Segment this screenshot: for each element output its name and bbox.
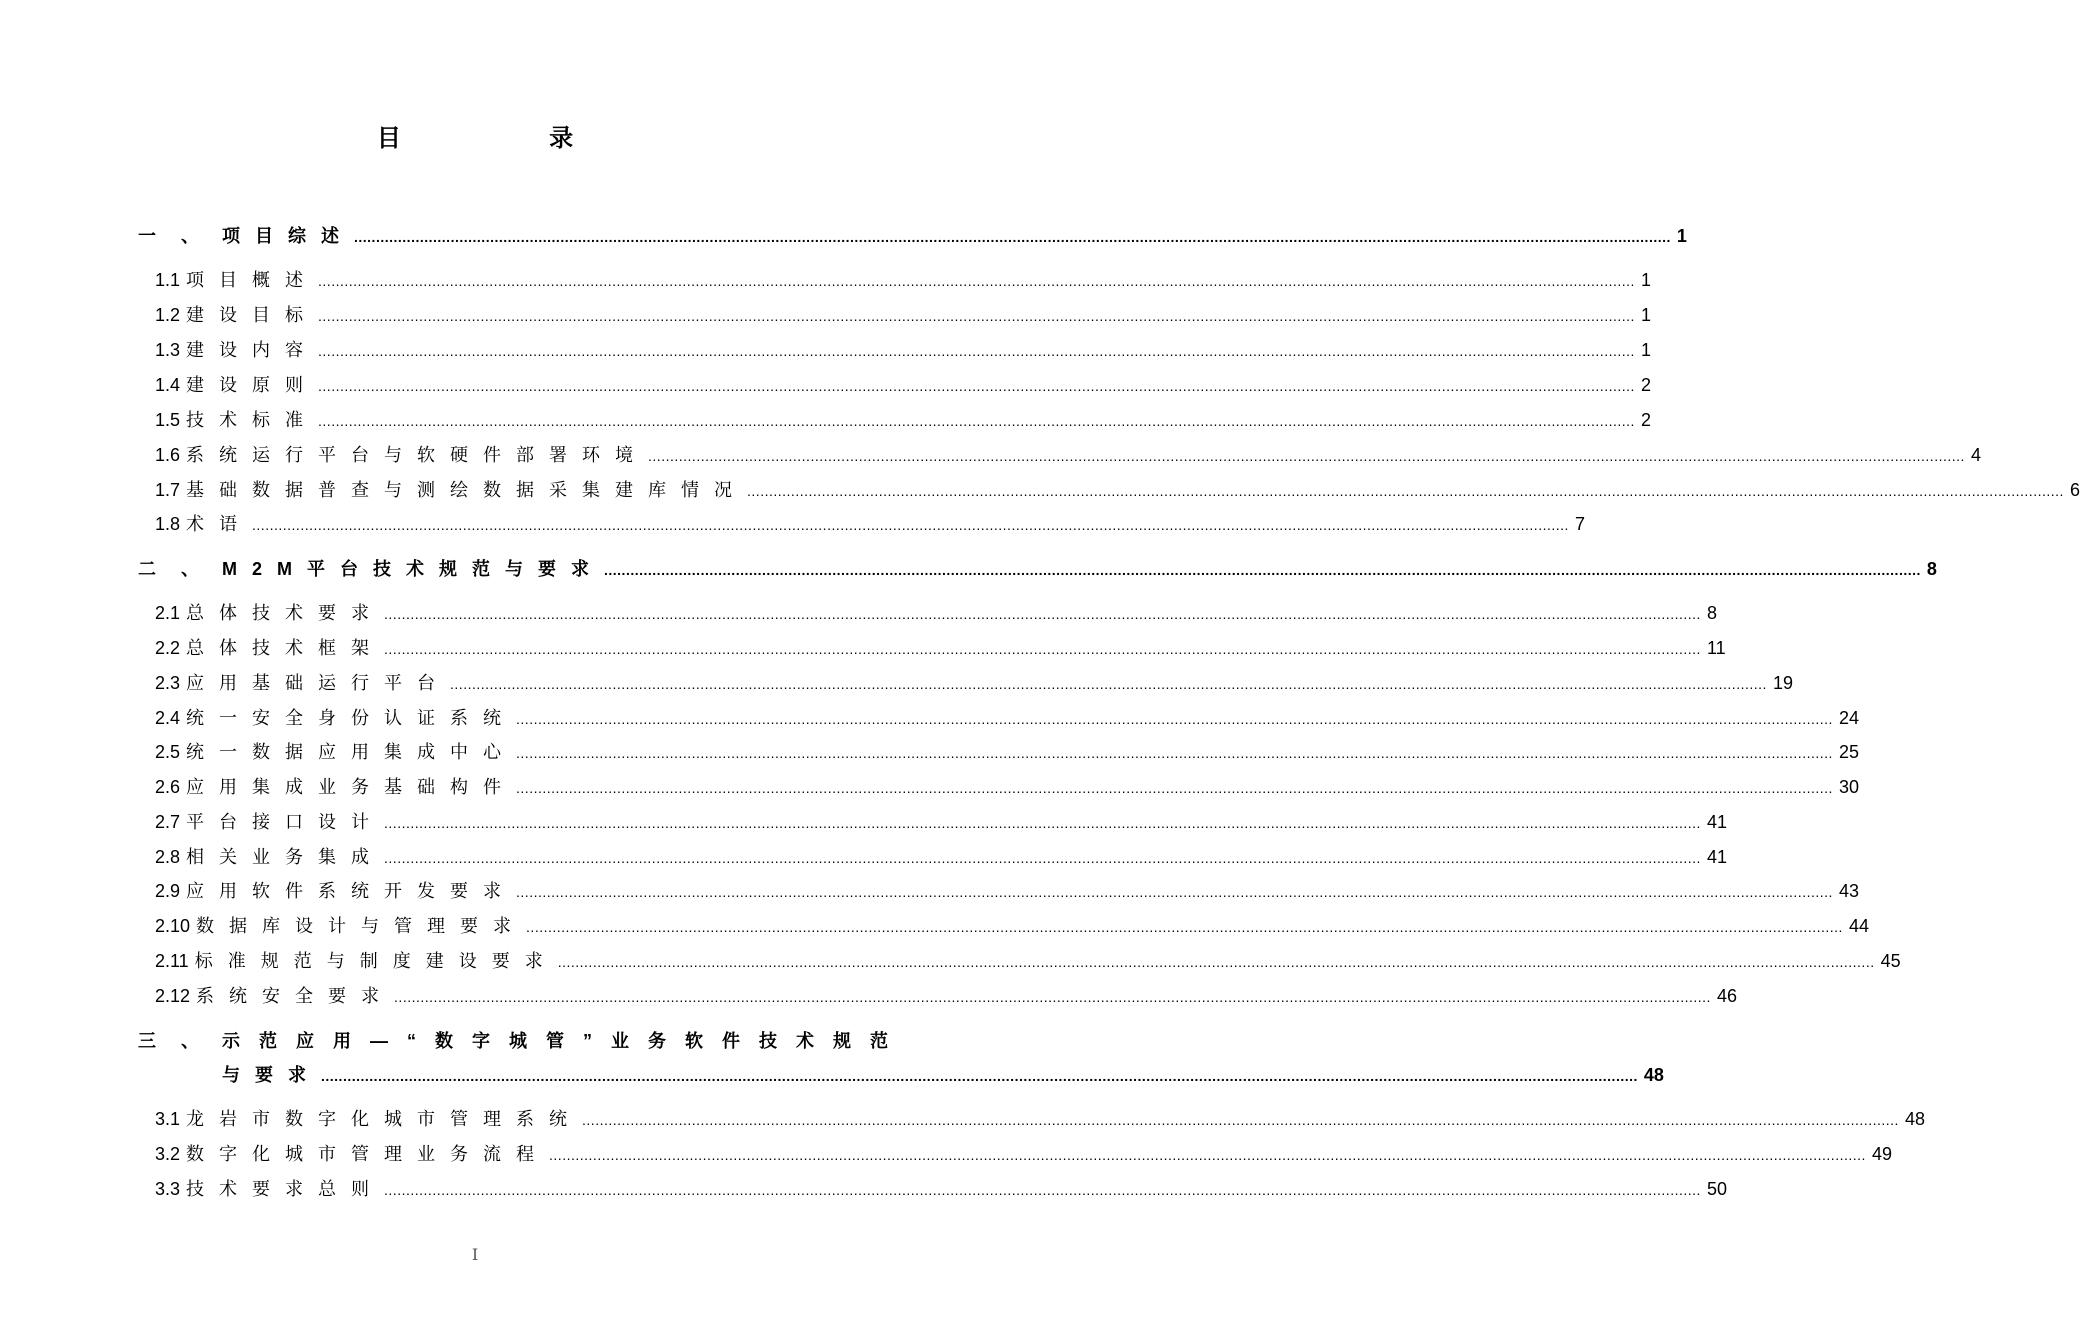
- leader-dots: ............................................................................................................................................................................................................................................................................................................: [516, 780, 1833, 796]
- toc-entry-title: 应用软件系统开发要求: [186, 881, 517, 901]
- leader-dots: ............................................................................................................................................................................................................................................................................................................: [516, 884, 1833, 900]
- toc-entry-number: 2.8: [155, 847, 181, 867]
- leader-dots: ............................................................................................................................................................................................................................................................................................................: [648, 448, 1965, 464]
- toc-entry[interactable]: [0, 1140, 1892, 1170]
- toc-entry[interactable]: [0, 301, 1651, 331]
- toc-entry-number: 2.12: [155, 986, 191, 1006]
- leader-dots: ............................................................................................................................................................................................................................................................................................................: [384, 1182, 1701, 1198]
- toc-entry-number: 三 、: [138, 1031, 210, 1051]
- toc-entry[interactable]: [0, 738, 1859, 768]
- leader-dots: ............................................................................................................................................................................................................................................................................................................: [604, 562, 1921, 578]
- toc-entry-title: 总体技术框架: [186, 638, 385, 658]
- leader-dots: ............................................................................................................................................................................................................................................................................................................: [582, 1112, 1899, 1128]
- leader-dots: ............................................................................................................................................................................................................................................................................................................: [526, 919, 1843, 935]
- toc-entry-title: 统一安全身份认证系统: [186, 708, 517, 728]
- toc-entry[interactable]: [0, 555, 1937, 585]
- toc-entry[interactable]: [0, 704, 1859, 734]
- toc-entry-number: 二 、: [138, 559, 210, 579]
- toc-entry-number: 1.5: [155, 410, 181, 430]
- leader-dots: ............................................................................................................................................................................................................................................................................................................: [747, 483, 2064, 499]
- leader-dots: ............................................................................................................................................................................................................................................................................................................: [549, 1147, 1866, 1163]
- toc-entry-number: 2.3: [155, 673, 181, 693]
- toc-entry-page: 24: [1838, 708, 1859, 728]
- leader-dots: ............................................................................................................................................................................................................................................................................................................: [450, 676, 1767, 692]
- toc-entry-number: 2.1: [155, 603, 181, 623]
- toc-entry-number: 一 、: [138, 226, 210, 246]
- toc-entry[interactable]: [0, 406, 1651, 436]
- toc-entry-title: 数字化城市管理业务流程: [186, 1144, 550, 1164]
- toc-entry-title: 系统运行平台与软硬件部署环境: [186, 445, 649, 465]
- toc-entry[interactable]: [0, 1027, 950, 1057]
- toc-entry-number: 2.9: [155, 881, 181, 901]
- toc-entry-title: 数据库设计与管理要求: [196, 916, 527, 936]
- toc-entry-title: 相关业务集成: [186, 847, 385, 867]
- toc-entry-page: 43: [1838, 881, 1859, 901]
- toc-entry-number: 3.2: [155, 1144, 181, 1164]
- toc-entry-page: 48: [1904, 1109, 1925, 1129]
- toc-entry-number: 2.7: [155, 812, 181, 832]
- leader-dots: ............................................................................................................................................................................................................................................................................................................: [557, 954, 1875, 970]
- toc-entry-title: 标准规范与制度建设要求: [194, 951, 558, 971]
- toc-entry-number: 2.6: [155, 777, 181, 797]
- toc-entry-page: 1: [1640, 340, 1651, 360]
- toc-entry-page: 30: [1838, 777, 1859, 797]
- leader-dots: ............................................................................................................................................................................................................................................................................................................: [318, 308, 1635, 324]
- leader-dots: ............................................................................................................................................................................................................................................................................................................: [252, 517, 1569, 533]
- toc-entry-page: 8: [1926, 559, 1937, 579]
- toc-entry[interactable]: [0, 1061, 1664, 1091]
- toc-entry-page: 8: [1706, 603, 1717, 623]
- toc-entry-title: 术语: [186, 514, 253, 534]
- toc-entry-page: 7: [1574, 514, 1585, 534]
- toc-entry-title: 总体技术要求: [186, 603, 385, 623]
- toc-entry-number: 2.11: [155, 951, 189, 971]
- toc-entry-title: 建设原则: [186, 375, 319, 395]
- toc-entry[interactable]: [0, 669, 1793, 699]
- toc-entry-page: 25: [1838, 742, 1859, 762]
- toc-entry-number: 1.8: [155, 514, 181, 534]
- toc-entry-title: 基础数据普查与测绘数据采集建库情况: [186, 480, 748, 500]
- toc-entry-number: 1.7: [155, 480, 181, 500]
- toc-entry-page: 41: [1706, 847, 1727, 867]
- leader-dots: ............................................................................................................................................................................................................................................................................................................: [516, 711, 1833, 727]
- toc-entry-number: 1.3: [155, 340, 181, 360]
- leader-dots: ............................................................................................................................................................................................................................................................................................................: [318, 378, 1635, 394]
- leader-dots: ............................................................................................................................................................................................................................................................................................................: [321, 1068, 1638, 1084]
- page-title: 目 录: [376, 124, 644, 152]
- toc-entry-title: 建设目标: [186, 305, 319, 325]
- toc-entry[interactable]: [0, 1175, 1727, 1205]
- toc-entry-title: 统一数据应用集成中心: [186, 742, 517, 762]
- toc-entry-number: 3.1: [155, 1109, 181, 1129]
- page-number-footer: I: [471, 1245, 479, 1264]
- toc-entry-title: 与要求: [222, 1065, 321, 1085]
- toc-entry-title: 平台接口设计: [186, 812, 385, 832]
- leader-dots: ............................................................................................................................................................................................................................................................................................................: [394, 989, 1711, 1005]
- toc-entry[interactable]: [0, 510, 1585, 540]
- toc-entry-page: 49: [1871, 1144, 1892, 1164]
- toc-entry[interactable]: [0, 222, 1687, 252]
- toc-entry-page: 2: [1640, 410, 1651, 430]
- toc-entry-number: 3.3: [155, 1179, 181, 1199]
- toc-entry[interactable]: [0, 982, 1737, 1012]
- leader-dots: ............................................................................................................................................................................................................................................................................................................: [318, 273, 1635, 289]
- toc-entry-page: 11: [1706, 638, 1726, 658]
- toc-entry-title: 项目综述: [222, 226, 354, 246]
- toc-entry-number: 2.5: [155, 742, 181, 762]
- toc-entry[interactable]: [0, 599, 1717, 629]
- leader-dots: ............................................................................................................................................................................................................................................................................................................: [318, 413, 1635, 429]
- toc-entry-number: 2.4: [155, 708, 181, 728]
- toc-entry-title: 技术标准: [186, 410, 319, 430]
- leader-dots: ............................................................................................................................................................................................................................................................................................................: [384, 641, 1701, 657]
- toc-entry[interactable]: [0, 843, 1727, 873]
- toc-entry-number: 1.2: [155, 305, 181, 325]
- toc-entry-page: 46: [1716, 986, 1737, 1006]
- toc-entry-page: 1: [1640, 305, 1651, 325]
- toc-entry[interactable]: [0, 476, 2080, 506]
- toc-entry-title: 系统安全要求: [196, 986, 395, 1006]
- toc-entry[interactable]: [0, 912, 1869, 942]
- toc-entry-page: 48: [1643, 1065, 1664, 1085]
- toc-entry-number: 2.10: [155, 916, 191, 936]
- toc-entry-number: 1.6: [155, 445, 181, 465]
- toc-entry-number: 1.1: [155, 270, 181, 290]
- leader-dots: ............................................................................................................................................................................................................................................................................................................: [354, 229, 1671, 245]
- toc-entry-page: 45: [1880, 951, 1901, 971]
- leader-dots: ............................................................................................................................................................................................................................................................................................................: [384, 606, 1701, 622]
- toc-entry[interactable]: [0, 773, 1859, 803]
- toc-entry-title: 项目概述: [186, 270, 319, 290]
- leader-dots: ............................................................................................................................................................................................................................................................................................................: [318, 343, 1635, 359]
- toc-entry[interactable]: [0, 441, 1981, 471]
- toc-entry-title: M2M平台技术规范与要求: [222, 559, 604, 579]
- toc-entry-page: 1: [1640, 270, 1651, 290]
- toc-entry[interactable]: [0, 808, 1727, 838]
- leader-dots: ............................................................................................................................................................................................................................................................................................................: [516, 745, 1833, 761]
- toc-entry-number: 2.2: [155, 638, 181, 658]
- toc-entry-page: 19: [1772, 673, 1793, 693]
- toc-entry-page: 41: [1706, 812, 1727, 832]
- toc-entry-title: 建设内容: [186, 340, 319, 360]
- toc-entry-page: 4: [1970, 445, 1981, 465]
- toc-entry-page: 2: [1640, 375, 1651, 395]
- toc-entry[interactable]: [0, 877, 1859, 907]
- toc-entry-page: 6: [2069, 480, 2080, 500]
- toc-entry[interactable]: [0, 336, 1651, 366]
- leader-dots: ............................................................................................................................................................................................................................................................................................................: [384, 815, 1701, 831]
- toc-entry-title: 技术要求总则: [186, 1179, 385, 1199]
- toc-entry-title: 示范应用—“数字城管”业务软件技术规范: [222, 1031, 907, 1051]
- toc-entry[interactable]: [0, 947, 1901, 977]
- toc-entry-title: 应用集成业务基础构件: [186, 777, 517, 797]
- toc-entry[interactable]: [0, 266, 1651, 296]
- leader-dots: ............................................................................................................................................................................................................................................................................................................: [384, 850, 1701, 866]
- toc-entry[interactable]: [0, 371, 1651, 401]
- toc-entry-title: 应用基础运行平台: [186, 673, 451, 693]
- toc-entry-page: 50: [1706, 1179, 1727, 1199]
- toc-entry-page: 1: [1676, 226, 1687, 246]
- toc-entry-title: 龙岩市数字化城市管理系统: [186, 1109, 583, 1129]
- toc-entry-number: 1.4: [155, 375, 181, 395]
- toc-entry[interactable]: [0, 1105, 1925, 1135]
- toc-entry-page: 44: [1848, 916, 1869, 936]
- toc-entry[interactable]: [0, 634, 1726, 664]
